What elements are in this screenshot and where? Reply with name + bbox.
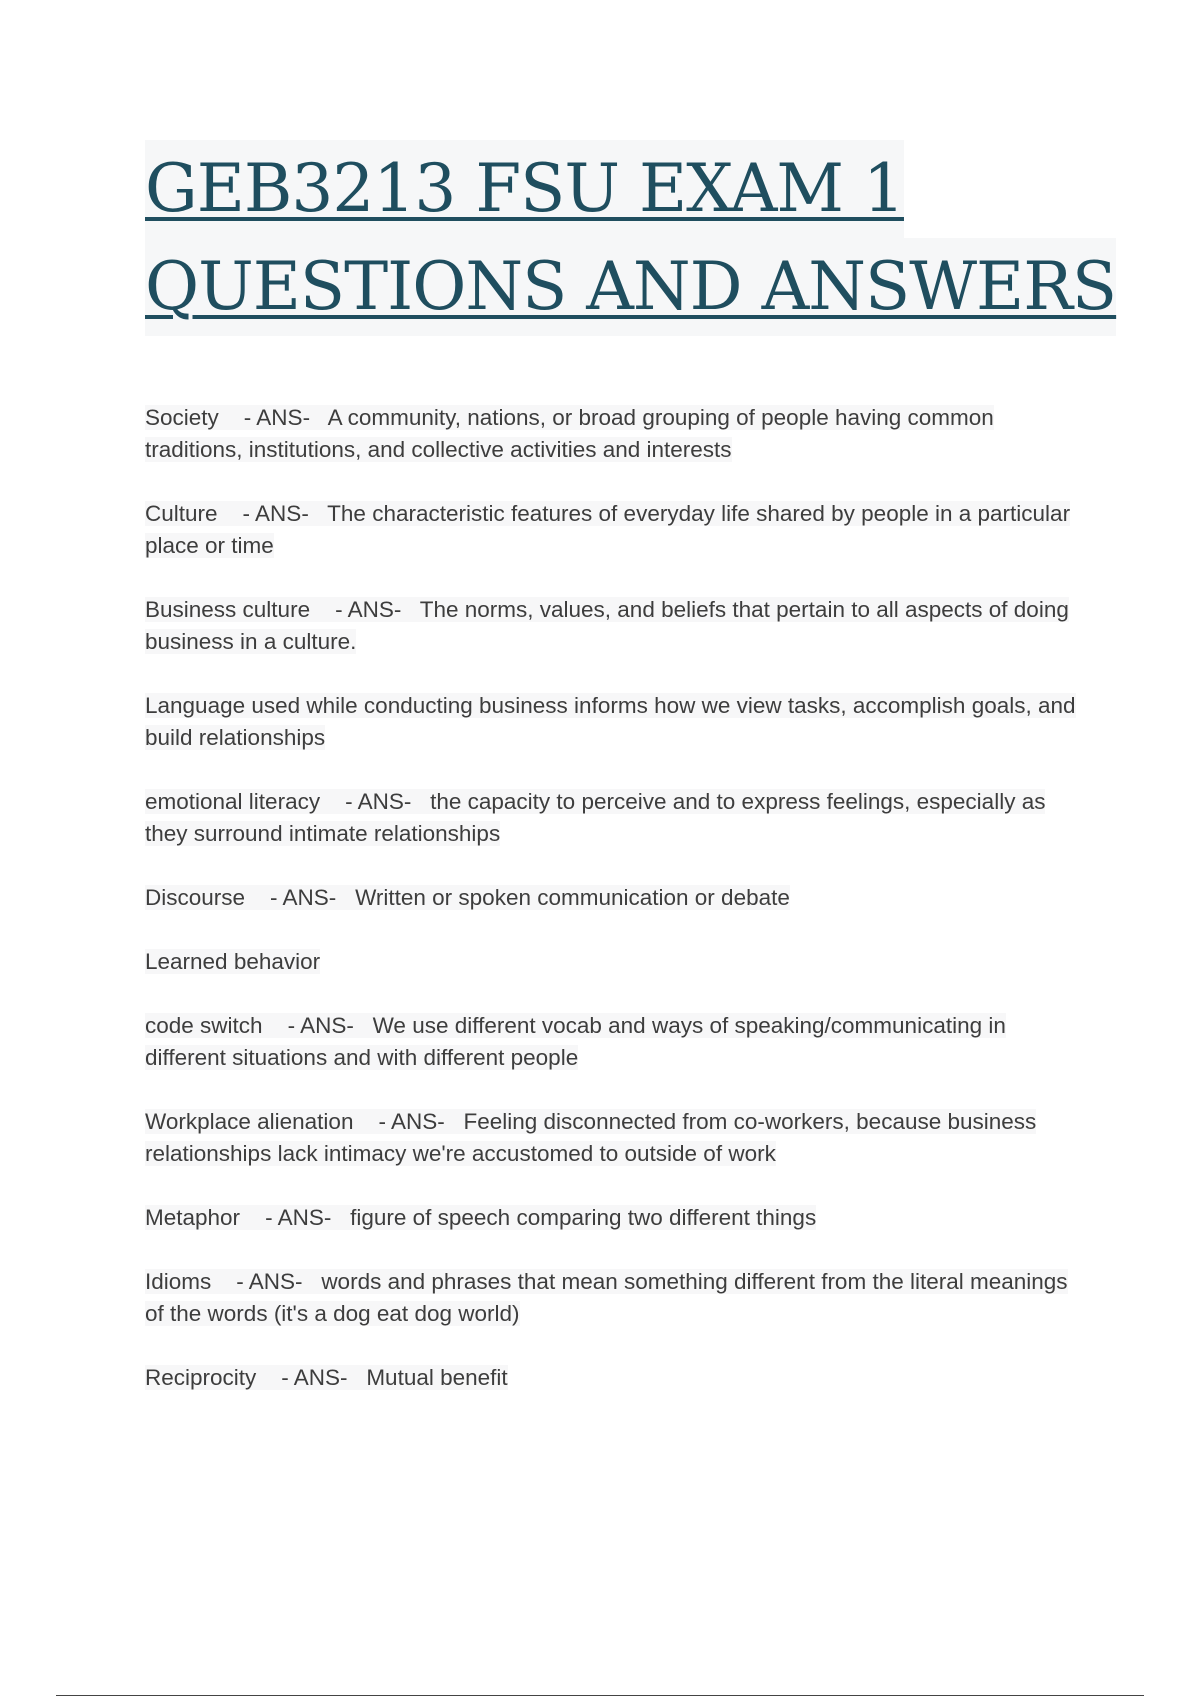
entry-separator: - ANS- — [320, 789, 431, 814]
entry-term: Discourse — [145, 885, 246, 910]
entry-term: code switch — [145, 1013, 263, 1038]
entry-term: Idioms — [145, 1269, 212, 1294]
title-line-1: GEB3213 FSU EXAM 1 — [145, 140, 904, 238]
qa-entry — [145, 594, 1090, 658]
entry-separator: - ANS- — [256, 1365, 367, 1390]
entry-answer: The characteristic features of everyday life shared by people in a particular place or time — [145, 501, 1071, 558]
qa-entry — [145, 1010, 1090, 1074]
entry-term: Business culture — [145, 597, 311, 622]
qa-entry — [145, 1266, 1090, 1330]
entry-answer: Written or spoken communication or debate — [355, 885, 790, 910]
qa-entry — [145, 1106, 1090, 1170]
entry-answer: The norms, values, and beliefs that pertain to all aspects of doing business in a culture. — [145, 597, 1069, 654]
qa-entry — [145, 1362, 1090, 1394]
qa-entry — [145, 946, 1090, 978]
entry-answer: Mutual benefit — [366, 1365, 508, 1390]
entry-term: emotional literacy — [145, 789, 321, 814]
entry-separator: - ANS- — [240, 1205, 351, 1230]
page-bottom-rule — [56, 1695, 1144, 1696]
entry-term: Reciprocity — [145, 1365, 257, 1390]
document-title — [145, 140, 1117, 336]
entry-answer: We use different vocab and ways of speaking/communicating in different situations and with different people — [145, 1013, 1006, 1070]
qa-entry — [145, 402, 1090, 466]
entry-term: Culture — [145, 501, 218, 526]
entry-separator: - ANS- — [245, 885, 356, 910]
entry-term: Learned behavior — [145, 949, 321, 974]
entry-separator: - ANS- — [218, 405, 328, 430]
entry-separator: - ANS- — [217, 501, 328, 526]
qa-entry — [145, 498, 1090, 562]
qa-entry — [145, 882, 1090, 914]
qa-entry — [145, 786, 1090, 850]
qa-list — [145, 402, 1090, 1426]
entry-separator: - ANS- — [211, 1269, 322, 1294]
entry-separator: - ANS- — [310, 597, 420, 622]
entry-term: Metaphor — [145, 1205, 241, 1230]
title-line-2: QUESTIONS AND ANSWERS — [145, 238, 1116, 336]
entry-separator: - ANS- — [262, 1013, 373, 1038]
qa-entry — [145, 1202, 1090, 1234]
entry-term: Language used while conducting business informs how we view tasks, accomplish goals, and build relationships — [145, 693, 1076, 750]
entry-answer: the capacity to perceive and to express feelings, especially as they surround intimate relationships — [145, 789, 1046, 846]
entry-answer: Feeling disconnected from co-workers, because business relationships lack intimacy we're accustomed to outside of work — [145, 1109, 1037, 1166]
entry-answer: figure of speech comparing two different things — [350, 1205, 817, 1230]
entry-term: Society — [145, 405, 219, 430]
entry-term: Workplace alienation — [145, 1109, 354, 1134]
entry-answer: A community, nations, or broad grouping of people having common traditions, institutions, and collective activities and interests — [145, 405, 994, 462]
entry-separator: - ANS- — [353, 1109, 464, 1134]
qa-entry — [145, 690, 1090, 754]
entry-answer: words and phrases that mean something different from the literal meanings of the words (it's a dog eat dog world) — [145, 1269, 1068, 1326]
